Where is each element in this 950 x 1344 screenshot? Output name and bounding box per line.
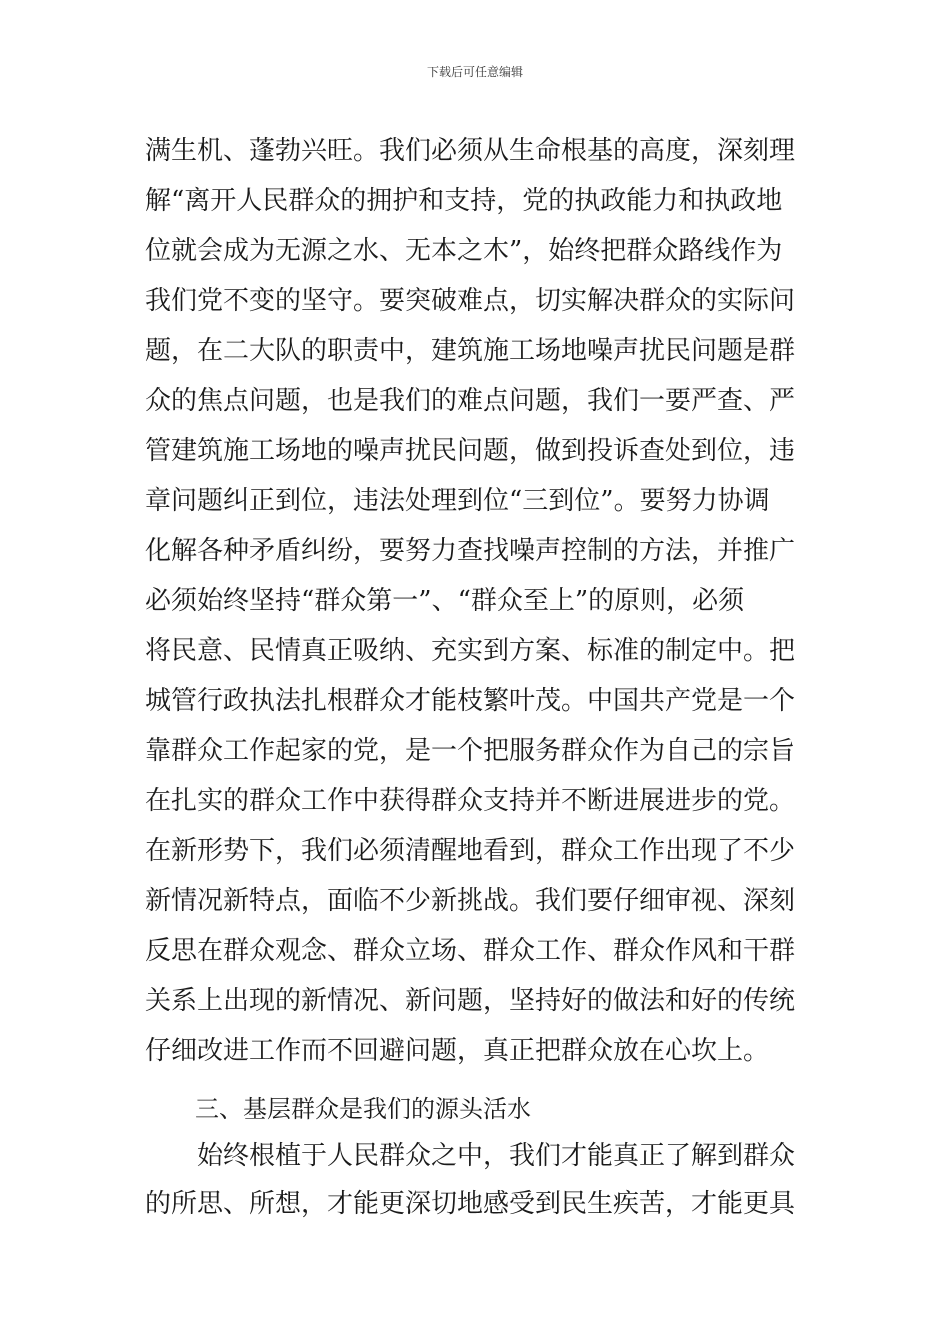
text-line: 必须始终坚持“群众第一”、“群众至上”的原则，必须	[145, 586, 745, 616]
text-line: 在扎实的群众工作中获得群众支持并不断进展进步的党。	[145, 786, 796, 816]
text-line: 解“离开人民群众的拥护和支持，党的执政能力和执政地	[145, 186, 783, 216]
text-line: 的所思、所想，才能更深切地感受到民生疾苦，才能更具	[145, 1189, 796, 1219]
text-line: 在新形势下，我们必须清醒地看到，群众工作出现了不少	[145, 836, 796, 866]
text-line: 管建筑施工场地的噪声扰民问题，做到投诉查处到位，违	[145, 436, 796, 466]
text-line: 化解各种矛盾纠纷，要努力查找噪声控制的方法，并推广	[145, 536, 796, 566]
document-body	[145, 126, 815, 1228]
text-line: 城管行政执法扎根群众才能枝繁叶茂。中国共产党是一个	[145, 686, 796, 716]
text-line: 始终根植于人民群众之中，我们才能真正了解到群众	[197, 1141, 796, 1171]
page-header: 下载后可任意编辑	[426, 65, 523, 79]
text-line: 我们党不变的坚守。要突破难点，切实解决群众的实际问	[145, 286, 796, 316]
text-line: 题，在二大队的职责中，建筑施工场地噪声扰民问题是群	[145, 336, 796, 366]
text-line: 新情况新特点，面临不少新挑战。我们要仔细审视、深刻	[145, 886, 796, 916]
text-line: 靠群众工作起家的党，是一个把服务群众作为自己的宗旨	[145, 736, 796, 766]
text-line: 关系上出现的新情况、新问题，坚持好的做法和好的传统	[145, 986, 796, 1016]
text-line: 将民意、民情真正吸纳、充实到方案、标准的制定中。把	[145, 636, 796, 666]
text-line: 众的焦点问题，也是我们的难点问题，我们一要严查、严	[145, 386, 796, 416]
text-line: 仔细改进工作而不回避问题，真正把群众放在心坎上。	[145, 1036, 770, 1066]
text-line: 满生机、蓬勃兴旺。我们必须从生命根基的高度，深刻理	[145, 136, 796, 166]
text-line: 章问题纠正到位，违法处理到位“三到位”。要努力协调	[145, 486, 770, 516]
section-heading: 三、基层群众是我们的源头活水	[195, 1095, 531, 1123]
text-line: 位就会成为无源之水、无本之木”，始终把群众路线作为	[145, 236, 783, 266]
text-line: 反思在群众观念、群众立场、群众工作、群众作风和干群	[145, 936, 796, 966]
